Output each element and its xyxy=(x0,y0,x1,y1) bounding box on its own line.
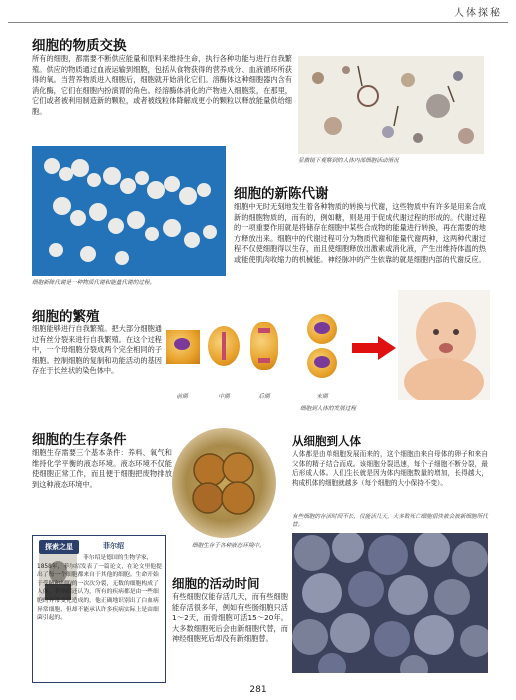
baby-illustration xyxy=(398,290,490,400)
explorer-tag: 探索之星 xyxy=(39,540,79,554)
explorer-person-name: 菲尔绍 xyxy=(103,542,124,550)
prophase-nucleus xyxy=(174,338,190,350)
anaphase-chromosomes-top xyxy=(258,328,270,333)
micrograph-photo xyxy=(298,56,484,154)
stage-label-telophase: 末期 xyxy=(316,394,328,400)
micrograph-caption: 显微镜下观察到的人体内部细胞活动情况 xyxy=(298,158,399,164)
text-material-exchange: 所有的细胞，都需要不断供应能量和原料来维持生命，执行各种功能与进行自我繁殖。供应的物质通过血液运输到细胞，包括从食物获得的营养成分、血液循环所获得的氧。当营养物质进入细胞后，细胞就开始消化它们。溶酶体这种细胞器内含有消化酶，它们在细胞内扮演胃的角色。经溶酶体消化的产物进入细胞浆，在那里，它们或者被利用制造新的颗粒，或者被线粒体降解成更小的颗粒以释放能量供给细胞。 xyxy=(32,54,292,116)
page-header xyxy=(0,0,516,24)
heading-lifespan: 细胞的活动时间 xyxy=(172,576,260,591)
telophase-nucleus-bottom xyxy=(314,356,330,368)
cells-photo xyxy=(292,533,488,673)
explorer-bio: 菲尔绍是德国的生物学家，1858年，菲尔绍发表了一篇论文，在论文里他提出了每一个细胞都来自于其他的细胞。生命开始于受精和细胞的一次次分裂，无数的细胞构成了人体。菲尔绍还认为，所有的疾病都是由一些细胞的异常变化造成的，他正确地识别出了白血病异常细胞，但却不能承认许多疾病实际上是由细菌引起的。 xyxy=(37,555,162,622)
heading-metabolism: 细胞的新陈代谢 xyxy=(234,186,329,202)
survival-caption: 细胞生存于各种液态环境中。 xyxy=(192,543,265,549)
stage-label-metaphase: 中期 xyxy=(218,394,230,400)
metabolism-photo-caption: 细胞新陈代谢是一种物质代谢和能量代谢的过程。 xyxy=(32,280,156,286)
page-number: 281 xyxy=(249,685,267,695)
heading-material-exchange: 细胞的物质交换 xyxy=(32,38,127,54)
heading-to-human: 从细胞到人体 xyxy=(292,434,361,448)
section-title: 人体探秘 xyxy=(454,8,502,19)
heading-reproduction: 细胞的繁殖 xyxy=(32,309,100,325)
baby-caption: 细胞到人体的发展过程 xyxy=(300,406,356,412)
development-arrow-icon xyxy=(352,336,396,360)
cell-cluster-illustration xyxy=(172,428,276,538)
baby-photo xyxy=(398,290,490,400)
text-lifespan: 有些细胞仅能存活几天，而有些细胞能存活很多年，例如有些肠细胞只活1～2天，而骨细胞可活15～20年。大多数细胞死后会由新细胞代替，而神经细胞死后却没有新细胞替。 xyxy=(172,592,288,644)
stage-label-prophase: 前期 xyxy=(176,394,188,400)
cell-network-illustration xyxy=(32,146,226,276)
metaphase-chromosomes xyxy=(222,332,226,360)
telophase-nucleus-top xyxy=(314,322,330,334)
text-survival: 细胞生存需要三个基本条件：养料、氧气和维持化学平衡的液态环境。液态环境不仅能使细胞正常工作，而且便于细胞把废物排放到这种液态环境中。 xyxy=(32,448,172,489)
text-to-human: 人体都是由单细胞发展而来的，这个细胞由来自母体的卵子和来自父体的精子结合而成。该细胞分裂迅速，每个子细胞不断分裂，最后形成人体。人们生长就是因为体内细胞数量的增加，长得越大，构成机体的细胞就越多（每个细胞的大小保持不变）。 xyxy=(292,450,488,487)
cells-illustration xyxy=(292,533,488,673)
text-reproduction: 细胞能够进行自我繁殖。把大部分细胞通过有丝分裂来进行自我繁殖。在这个过程中，一个母细胞分裂成两个完全相同的子细胞。控制细胞的复制和功能活动的基因存在于长丝状的染色体中。 xyxy=(32,324,162,376)
metabolism-photo xyxy=(32,146,226,276)
heading-survival: 细胞的生存条件 xyxy=(32,432,127,448)
anaphase-chromosomes-bottom xyxy=(258,358,270,363)
micrograph-illustration xyxy=(298,56,484,154)
survival-photo xyxy=(172,428,276,538)
text-metabolism: 细胞中无时无刻地发生着各种物质的转换与代谢，这些物质中有许多是用来合成新的细胞物质的，而有的，例如糖，则是用于促成代谢过程的形成的。代谢过程的一项重要作用就是将储存在细胞中某些合成物的能量进行转换，再在需要的地方释放出来。细胞中的代谢过程可分为物质代谢和能量代谢两种，这两种代谢过程不仅使细胞得以生存，而且使细胞释放出激素或消化液，产生出维持体温的热或能使肌肉收缩力的机械能。神经脉冲的产生依靠的就是细胞内部的代谢反应。 xyxy=(234,202,486,264)
explorer-sidebar xyxy=(32,535,166,683)
header-divider xyxy=(8,22,508,23)
stage-label-anaphase: 后期 xyxy=(258,394,270,400)
to-human-caption: 有些细胞的存活时间不长，仅能活几天，大多数死亡细胞很快被会被新细胞所代替。 xyxy=(292,514,488,528)
